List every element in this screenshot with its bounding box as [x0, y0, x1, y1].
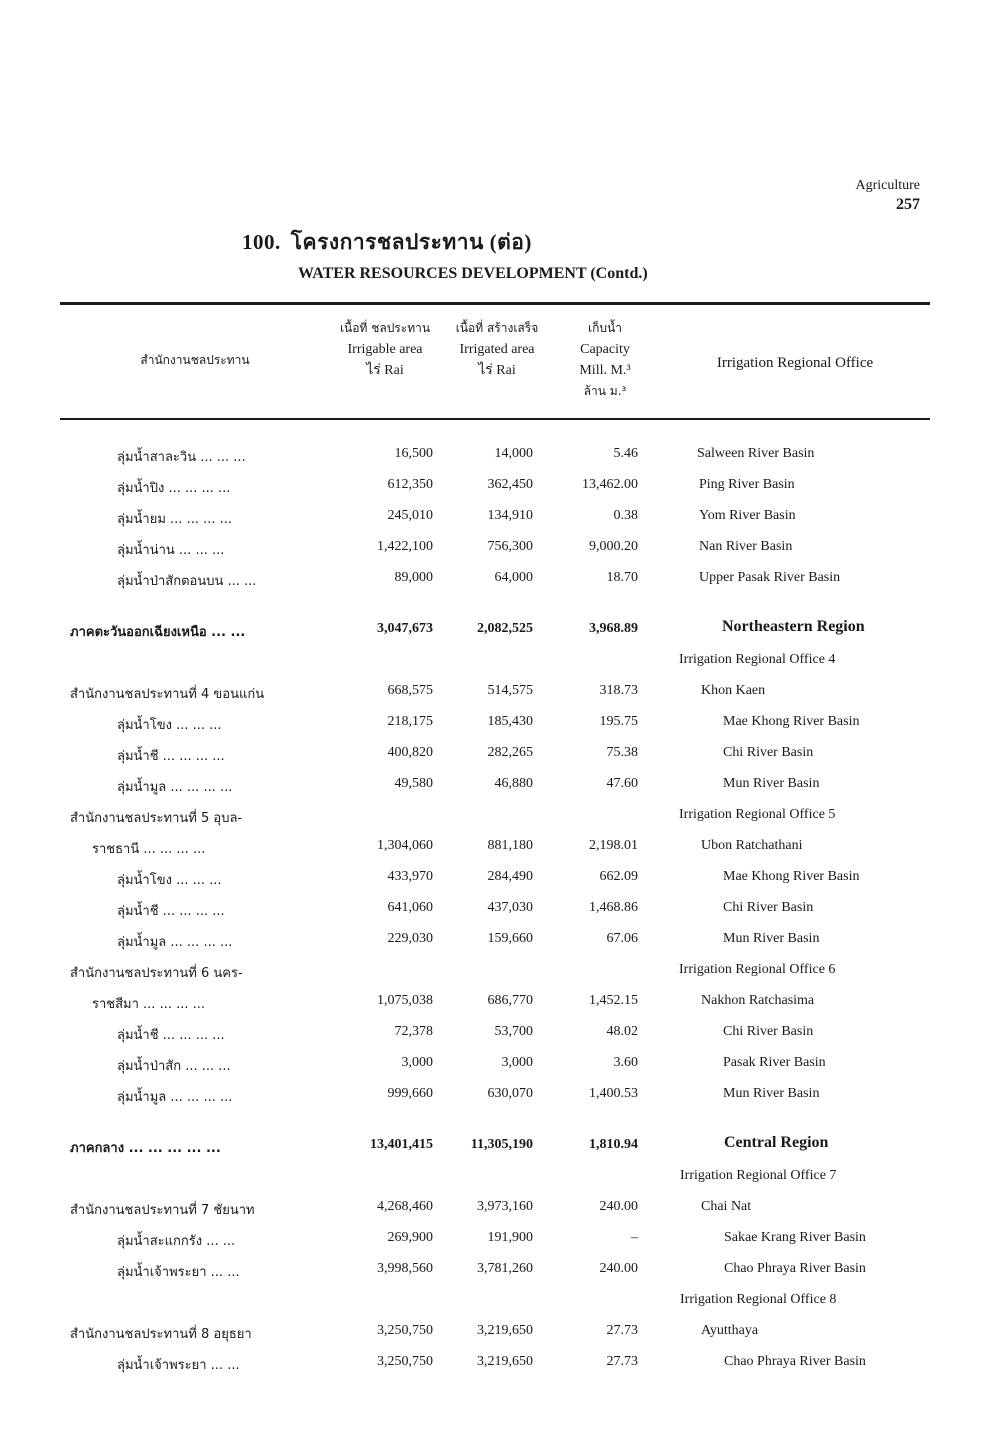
irrigated-area-cell: 756,300 [487, 539, 533, 554]
irrigable-area-cell: 229,030 [387, 931, 433, 946]
office-name-thai: ลุ่มน้ำยม ... ... ... ... [117, 512, 233, 527]
office-name-english: Mun River Basin [723, 1086, 820, 1101]
table-number: 100. [242, 230, 281, 254]
irrigated-area-cell: 191,900 [487, 1230, 533, 1245]
table-row [0, 925, 990, 956]
office-name-thai: สำนักงานชลประทานที่ 7 ชัยนาท [70, 1203, 255, 1218]
office-name-english: Ubon Ratchathani [701, 838, 803, 853]
capacity-cell: 1,810.94 [589, 1137, 638, 1152]
irrigable-area-cell: 999,660 [387, 1086, 433, 1101]
irrigable-area-cell: 3,047,673 [377, 621, 433, 636]
office-name-thai: ลุ่มน้ำชี ... ... ... ... [117, 749, 225, 764]
office-name-english: Chi River Basin [723, 745, 814, 760]
region-row [0, 1131, 990, 1162]
table-row [0, 1193, 990, 1224]
capacity-cell: 240.00 [599, 1199, 638, 1214]
irrigated-area-cell: 514,575 [487, 683, 533, 698]
office-name-thai: ลุ่มน้ำปิง ... ... ... ... [117, 481, 231, 496]
office-name-thai: ลุ่มน้ำมูล ... ... ... ... [117, 1090, 233, 1105]
office-name-thai: ลุ่มน้ำชี ... ... ... ... [117, 1028, 225, 1043]
capacity-cell: 0.38 [613, 508, 638, 523]
office-name-english: Irrigation Regional Office 7 [680, 1168, 837, 1183]
irrigated-area-cell: 134,910 [487, 508, 533, 523]
irrigable-area-cell: 16,500 [394, 446, 433, 461]
capacity-cell: 662.09 [599, 869, 638, 884]
irrigated-area-cell: 3,219,650 [477, 1354, 533, 1369]
capacity-cell: 3.60 [613, 1055, 638, 1070]
column-header-irrigable: เนื้อที่ ชลประทาน Irrigable area ไร่ Rai [339, 321, 431, 378]
office-name-english: Mun River Basin [723, 776, 820, 791]
table-row [0, 677, 990, 708]
table-row [0, 1255, 990, 1286]
capacity-cell: – [631, 1230, 638, 1245]
capacity-cell: 75.38 [606, 745, 638, 760]
capacity-cell: 1,452.15 [589, 993, 638, 1008]
office-name-thai: ลุ่มน้ำชี ... ... ... ... [117, 904, 225, 919]
table-row [0, 1224, 990, 1255]
irrigated-area-cell: 284,490 [487, 869, 533, 884]
row-spacer [0, 1111, 990, 1131]
office-name-english: Irrigation Regional Office 8 [680, 1292, 837, 1307]
capacity-cell: 2,198.01 [589, 838, 638, 853]
office-name-thai: สำนักงานชลประทานที่ 8 อยุธยา [70, 1327, 252, 1342]
office-name-thai: ภาคกลาง ... ... ... ... ... [70, 1141, 221, 1156]
office-name-english: Mae Khong River Basin [723, 869, 860, 884]
title-thai: โครงการชลประทาน (ต่อ) [290, 230, 532, 254]
table-row [0, 471, 990, 502]
irrigated-area-cell: 362,450 [487, 477, 533, 492]
column-header-office-english: Irrigation Regional Office [716, 355, 874, 371]
irrigated-area-cell: 159,660 [487, 931, 533, 946]
irrigable-area-cell: 433,970 [387, 869, 433, 884]
office-name-thai: ราชธานี ... ... ... ... [92, 842, 206, 857]
irrigated-area-cell: 3,973,160 [477, 1199, 533, 1214]
irrigated-area-cell: 437,030 [487, 900, 533, 915]
irrigated-area-cell: 282,265 [487, 745, 533, 760]
office-name-thai: ลุ่มน้ำเจ้าพระยา ... ... [117, 1358, 240, 1373]
table-row [0, 564, 990, 595]
office-name-english: Chai Nat [701, 1199, 752, 1214]
table-row [0, 1286, 990, 1317]
table-row [0, 440, 990, 471]
office-name-thai: ลุ่มน้ำเจ้าพระยา ... ... [117, 1265, 240, 1280]
table-row [0, 646, 990, 677]
capacity-cell: 318.73 [599, 683, 638, 698]
irrigable-area-cell: 3,000 [401, 1055, 433, 1070]
office-name-thai: ลุ่มน้ำโขง ... ... ... [117, 873, 222, 888]
irrigable-area-cell: 400,820 [387, 745, 433, 760]
capacity-cell: 48.02 [606, 1024, 638, 1039]
office-name-thai: ลุ่มน้ำสาละวิน ... ... ... [117, 450, 246, 465]
office-name-thai: สำนักงานชลประทานที่ 5 อุบล- [70, 811, 243, 826]
page-number: 257 [896, 196, 920, 213]
table-top-rule [60, 302, 930, 305]
office-name-english: Upper Pasak River Basin [699, 570, 841, 585]
irrigated-area-cell: 185,430 [487, 714, 533, 729]
irrigated-area-cell: 11,305,190 [470, 1137, 533, 1152]
capacity-cell: 1,400.53 [589, 1086, 638, 1101]
office-name-thai: สำนักงานชลประทานที่ 4 ขอนแก่น [70, 687, 265, 702]
capacity-cell: 27.73 [606, 1323, 638, 1338]
office-name-thai: ลุ่มน้ำสะแกกรัง ... ... [117, 1234, 236, 1249]
table-body [0, 440, 990, 1379]
irrigated-area-cell: 14,000 [494, 446, 533, 461]
irrigated-area-cell: 686,770 [487, 993, 533, 1008]
irrigable-area-cell: 1,075,038 [377, 993, 433, 1008]
table-row [0, 956, 990, 987]
table-row [0, 1080, 990, 1111]
irrigable-area-cell: 3,250,750 [377, 1354, 433, 1369]
office-name-english: Chi River Basin [723, 1024, 814, 1039]
page-header [855, 178, 920, 214]
irrigable-area-cell: 3,250,750 [377, 1323, 433, 1338]
table-row [0, 708, 990, 739]
table-title [242, 226, 648, 283]
office-name-english: Yom River Basin [699, 508, 796, 523]
irrigable-area-cell: 89,000 [394, 570, 433, 585]
irrigated-area-cell: 2,082,525 [477, 621, 533, 636]
capacity-cell: 18.70 [606, 570, 638, 585]
office-name-thai: ลุ่มน้ำมูล ... ... ... ... [117, 935, 233, 950]
table-row [0, 739, 990, 770]
office-name-thai: ลุ่มน้ำมูล ... ... ... ... [117, 780, 233, 795]
capacity-cell: 195.75 [599, 714, 638, 729]
office-name-thai: ลุ่มน้ำน่าน ... ... ... [117, 543, 225, 558]
table-header-rule [60, 418, 930, 420]
office-name-english: Pasak River Basin [723, 1055, 826, 1070]
office-name-english: Ping River Basin [699, 477, 795, 492]
office-name-english: Nakhon Ratchasima [701, 993, 815, 1008]
table-row [0, 533, 990, 564]
table-row [0, 1317, 990, 1348]
office-name-thai: ลุ่มน้ำโขง ... ... ... [117, 718, 222, 733]
irrigated-area-cell: 3,219,650 [477, 1323, 533, 1338]
office-name-english: Irrigation Regional Office 5 [679, 807, 836, 822]
column-header-capacity: เก็บน้ำ Capacity Mill. M.³ ล้าน ม.³ [579, 321, 631, 398]
table-row [0, 832, 990, 863]
office-name-english: Chi River Basin [723, 900, 814, 915]
table-row [0, 1162, 990, 1193]
table-row [0, 1348, 990, 1379]
office-name-english: Northeastern Region [722, 618, 865, 635]
office-name-english: Mun River Basin [723, 931, 820, 946]
irrigable-area-cell: 218,175 [387, 714, 433, 729]
table-row [0, 863, 990, 894]
capacity-cell: 9,000.20 [589, 539, 638, 554]
region-row [0, 615, 990, 646]
irrigated-area-cell: 53,700 [494, 1024, 533, 1039]
table-row [0, 1018, 990, 1049]
row-spacer [0, 595, 990, 615]
capacity-cell: 3,968.89 [589, 621, 638, 636]
table-row [0, 502, 990, 533]
table-row [0, 1049, 990, 1080]
office-name-english: Irrigation Regional Office 4 [679, 652, 836, 667]
irrigable-area-cell: 245,010 [387, 508, 433, 523]
capacity-cell: 1,468.86 [589, 900, 638, 915]
office-name-thai: ลุ่มน้ำป่าสัก ... ... ... [117, 1059, 231, 1074]
irrigated-area-cell: 46,880 [494, 776, 533, 791]
irrigated-area-cell: 64,000 [494, 570, 533, 585]
capacity-cell: 13,462.00 [582, 477, 638, 492]
office-name-english: Mae Khong River Basin [723, 714, 860, 729]
office-name-english: Central Region [724, 1134, 829, 1151]
office-name-english: Khon Kaen [701, 683, 766, 698]
office-name-thai: สำนักงานชลประทานที่ 6 นคร- [70, 966, 243, 981]
table-row [0, 987, 990, 1018]
capacity-cell: 27.73 [606, 1354, 638, 1369]
irrigated-area-cell: 3,000 [501, 1055, 533, 1070]
capacity-cell: 240.00 [599, 1261, 638, 1276]
column-header-irrigated: เนื้อที่ สร้างเสร็จ Irrigated area ไร่ Rai [455, 321, 539, 378]
irrigated-area-cell: 630,070 [487, 1086, 533, 1101]
office-name-english: Nan River Basin [699, 539, 793, 554]
irrigable-area-cell: 13,401,415 [370, 1137, 433, 1152]
table-row [0, 770, 990, 801]
irrigable-area-cell: 641,060 [387, 900, 433, 915]
office-name-english: Irrigation Regional Office 6 [679, 962, 836, 977]
table-row [0, 894, 990, 925]
office-name-english: Chao Phraya River Basin [724, 1354, 866, 1369]
irrigable-area-cell: 4,268,460 [377, 1199, 433, 1214]
irrigable-area-cell: 49,580 [394, 776, 433, 791]
irrigable-area-cell: 1,304,060 [377, 838, 433, 853]
irrigable-area-cell: 1,422,100 [377, 539, 433, 554]
office-name-thai: ลุ่มน้ำป่าสักตอนบน ... ... [117, 574, 257, 589]
section-name: Agriculture [855, 178, 920, 193]
capacity-cell: 5.46 [613, 446, 638, 461]
irrigable-area-cell: 612,350 [387, 477, 433, 492]
column-header-office-thai: สำนักงานชลประทาน [140, 353, 250, 367]
irrigated-area-cell: 3,781,260 [477, 1261, 533, 1276]
irrigable-area-cell: 668,575 [387, 683, 433, 698]
capacity-cell: 47.60 [606, 776, 638, 791]
table-row [0, 801, 990, 832]
title-english: WATER RESOURCES DEVELOPMENT (Contd.) [298, 265, 648, 282]
title-thai-line [242, 226, 648, 259]
office-name-english: Sakae Krang River Basin [724, 1230, 866, 1245]
office-name-english: Chao Phraya River Basin [724, 1261, 866, 1276]
office-name-english: Salween River Basin [697, 446, 815, 461]
office-name-english: Ayutthaya [701, 1323, 759, 1338]
office-name-thai: ราชสีมา ... ... ... ... [92, 997, 206, 1012]
irrigated-area-cell: 881,180 [487, 838, 533, 853]
irrigable-area-cell: 72,378 [394, 1024, 433, 1039]
office-name-thai: ภาคตะวันออกเฉียงเหนือ ... ... [70, 625, 246, 640]
irrigable-area-cell: 269,900 [387, 1230, 433, 1245]
capacity-cell: 67.06 [606, 931, 638, 946]
irrigable-area-cell: 3,998,560 [377, 1261, 433, 1276]
